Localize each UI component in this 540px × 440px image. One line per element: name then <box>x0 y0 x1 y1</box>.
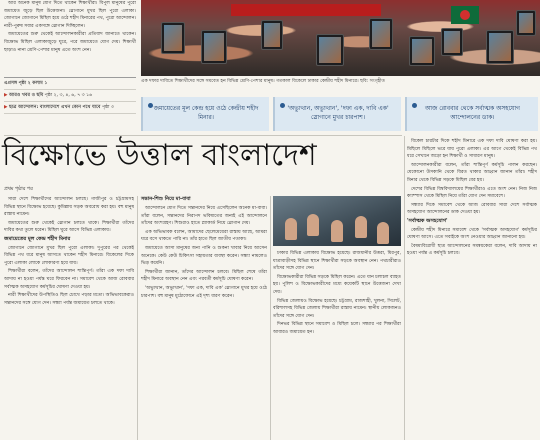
highlight-text: জমায়েতের মূল কেন্দ্র হয়ে ওঠে কেন্দ্রীয় শহীদ মিনার। <box>153 105 259 121</box>
paragraph: আন্দোলনকারীরা বলেন, তাঁরা শান্তিপূর্ণ কর্মসূচি পালন করছেন। যেকোনো উসকানি থেকে বিরত থাকার আহ্বান জানান তাঁরা। শহীদ মিনার থেকে বিভিন্ন সড়কে মিছিল বের হয়। <box>407 162 537 183</box>
person-figure <box>331 220 343 242</box>
paragraph: সারা দেশে শিক্ষার্থীদের আন্দোলন চলছে। গাজীপুর ও চট্টগ্রামসহ বিভিন্ন স্থানে বিক্ষোভ হয়েছে। কুমিল্লায় সড়ক অবরোধ করা হয়। বহু মানুষ রাস্তায় নামেন। <box>4 197 134 218</box>
article-column-4 <box>407 138 537 440</box>
index-title: আরও খবর ও ছবি <box>9 93 44 98</box>
paragraph: জমায়েতের শুরু থেকেই স্লোগান চলতে থাকে। শিক্ষার্থীরা তাঁদের দাবির কথা তুলে ধরেন। মিছিল ঘুরে আসে বিভিন্ন এলাকায়। <box>4 220 134 234</box>
inline-photo <box>273 196 401 246</box>
article-column-1 <box>4 196 134 440</box>
paragraph: সন্ধ্যার দিকে সমাবেশ থেকে আজ রোববার সারা দেশে সর্বাত্মক অসহযোগ আন্দোলনের ডাক দেওয়া হয়। <box>407 202 537 216</box>
highlight-box <box>141 97 269 131</box>
related-index <box>4 77 136 114</box>
paragraph: শিক্ষার্থীরা জানান, তাঁদের আন্দোলন চলবে। মিছিল শেষে তাঁরা শহীদ মিনারে অবস্থান নেন এবং পরবর্তী কর্মসূচি ঘোষণা করেন। <box>141 269 267 283</box>
index-title: এপ্রসঙ্গ পৃষ্ঠা ২ কলাম ১ <box>4 81 48 86</box>
index-title: ছাত্র আন্দোলন: বাংলাদেশে এখন কোন পথে যাবে <box>9 105 101 110</box>
person-figure <box>377 222 389 244</box>
phone-icon <box>486 30 514 64</box>
divider <box>270 196 271 440</box>
index-row[interactable] <box>4 102 136 114</box>
top-left-column <box>4 0 136 74</box>
paragraph: আর অনেক মানুষ যোগ দিতে থাকেন শিক্ষার্থীরা। বিপুল মানুষের পুরো জমায়েত জুড়ে ছিল উত্তেজনা। স্লোগানে মুখর ছিল পুরো এলাকা। জোগানে জোগানে মিছিল হয়ে ওঠে শহীদ মিনারের পথ, পুরো আন্দোলন। নারী-পুরুষ সবার একসঙ্গে স্লোগান দিচ্ছিলেন। <box>4 1 136 29</box>
bullet-icon: ▶ <box>4 93 9 98</box>
paragraph: বিক্ষোভকারীরা বিভিন্ন সড়কে মিছিল করেন। এতে যান চলাচল ব্যাহত হয়। পুলিশ ও বিক্ষোভকারীদের মধ্যে কয়েকটি স্থানে উত্তেজনা দেখা দেয়। <box>273 274 401 295</box>
highlight-box <box>273 97 401 131</box>
phone-icon <box>441 28 463 56</box>
divider <box>4 135 402 136</box>
paragraph: দেশের বিভিন্ন বিশ্ববিদ্যালয়ের শিক্ষার্থীরাও এতে অংশ নেন। নিজ নিজ ক্যাম্পাস থেকে মিছিল নিয়ে তাঁরা যোগ দেন সমাবেশে। <box>407 186 537 200</box>
divider <box>137 196 138 440</box>
paragraph: জোগানে জোগানে মুখর ছিল পুরো এলাকা। দুপুরের পর থেকেই বিভিন্ন পথ ধরে মানুষ আসতে থাকেন শহীদ মিনারে। বিকেলের দিকে পুরো এলাকা লোকে লোকারণ্য হয়ে যায়। <box>4 245 134 266</box>
subhead: জমায়েতের মূল কেন্দ্র শহীদ মিনার <box>4 235 71 242</box>
phone-icon <box>516 10 536 36</box>
paragraph: 'অভ্যুত্থান, অভ্যুত্থান', 'দফা এক, দাবি এক' স্লোগানে মুখর হয়ে ওঠে চারপাশ। বহু মানুষ মুঠোফোনে এই দৃশ্য ধারণ করেন। <box>141 285 267 299</box>
bullet-icon: ▶ <box>4 105 9 110</box>
photo-banner <box>231 4 381 16</box>
paragraph: ঢাকার বিভিন্ন এলাকায় বিক্ষোভ হয়েছে। রাজধানীর উত্তরা, মিরপুর, যাত্রাবাড়ীসহ বিভিন্ন স্থানে শিক্ষার্থীরা সড়কে অবস্থান নেন। পথচারীরাও তাঁদের সঙ্গে যোগ দেন। <box>273 251 401 272</box>
paragraph: নারী শিক্ষার্থীদের উপস্থিতিও ছিল চোখে পড়ার মতো। অভিভাবকেরাও সন্তানদের সঙ্গে যোগ দেন। সন্ধ্যা পর্যন্ত জমায়েত চলতে থাকে। <box>4 293 134 306</box>
paragraph: জমায়েতে আসা মানুষের জন্য পানি ও শুকনা খাবার নিয়ে আসেন অনেকে। কেউ কেউ চিকিৎসা সহায়তার ব্যবস্থা করেন। সন্ধ্যা নামলেও ভিড় কমেনি। <box>141 245 267 267</box>
highlight-text: আজ রোববার থেকে সর্বাত্মক অসহযোগ আন্দোলনের ডাক। <box>425 105 520 121</box>
phone-icon <box>409 36 435 66</box>
phone-icon <box>316 34 344 66</box>
person-figure <box>307 214 319 236</box>
paragraph: বিভিন্ন জেলায়ও বিক্ষোভ হয়েছে। চট্টগ্রাম, রাজশাহী, খুলনা, সিলেট, বরিশালসহ বিভিন্ন জেলায় শিক্ষার্থীরা রাস্তায় নামেন। স্থানীয় লোকজনও তাঁদের সঙ্গে যোগ দেন। <box>273 298 401 319</box>
highlight-text: 'অভ্যুত্থান, অভ্যুত্থান', 'দফা এক, দাবি এক' স্লোগানে মুখর চারপাশ। <box>287 105 389 121</box>
paragraph: দিনভর বিভিন্ন স্থানে সমাবেশ ও মিছিল চলে। সন্ধ্যার পর শিক্ষার্থীরা আবারও জমায়েত হন। <box>273 322 401 335</box>
index-row <box>4 78 136 90</box>
flag-icon <box>451 6 479 24</box>
column-2-subhead: সন্তান-শিশু নিয়ে মা-বাবা <box>141 196 191 202</box>
paragraph: কেন্দ্রীয় শহীদ মিনারে সমাবেশ থেকে 'সর্বাত্মক অসহযোগ' কর্মসূচির ঘোষণা আসে। এতে সবাইকে অংশ নেওয়ার আহ্বান জানানো হয়। <box>407 227 537 241</box>
index-pages: পৃষ্ঠা ৩ <box>101 105 114 110</box>
phone-icon <box>201 30 227 64</box>
index-pages: পৃষ্ঠা ২, ৩, ৪, ৬, ৭ ৩ ১৬ <box>44 93 93 98</box>
phone-icon <box>369 18 393 50</box>
article-column-2 <box>141 205 267 440</box>
paragraph: বিকেল চারটার দিকে শহীদ মিনারে এক দফা দাবি ঘোষণা করা হয়। মিছিলে মিছিলে ভরে যায় পুরো এলাকা। এর আগে থেকেই বিভিন্ন পথ ধরে সেখানে জড়ো হন শিক্ষার্থী ও সাধারণ মানুষ। <box>407 139 537 160</box>
paragraph: বৈষম্যবিরোধী ছাত্র আন্দোলনের সমন্বয়কেরা বলেন, দাবি আদায় না হওয়া পর্যন্ত এ কর্মসূচি চলবে। <box>407 243 537 257</box>
person-figure <box>285 218 297 240</box>
paragraph: আন্দোলনে যোগ দিতে সন্তানদের নিয়ে এসেছিলেন অনেক মা-বাবা। তাঁরা বলেন, সন্তানদের নিরাপদ ভবিষ্যতের জন্যই এই আন্দোলনে তাঁদের অংশগ্রহণ। শিশুরাও হাতে প্ল্যাকার্ড নিয়ে স্লোগান দেয়। <box>141 206 267 227</box>
phone-icon <box>261 20 283 50</box>
index-row[interactable] <box>4 90 136 102</box>
article-column-3 <box>273 250 401 440</box>
photo-caption: এক দফার দাবিতে শিক্ষার্থীদের সঙ্গে সমবেত হন বিভিন্ন শ্রেণি-পেশার মানুষ। গতকাল বিকেলে ঢাকার কেন্দ্রীয় শহীদ মিনারে। ছবি: সংগৃহীত <box>141 79 385 84</box>
byline: প্রথম পৃষ্ঠার পর <box>4 187 33 192</box>
lead-photo <box>141 0 540 76</box>
person-figure <box>355 216 367 238</box>
dot-icon <box>280 103 285 108</box>
paragraph: এক অভিভাবক বলেন, আমাদের ছেলেমেয়েরা রাস্তায় আছে, আমরা ঘরে বসে থাকতে পারি না। তাঁর হাতে ছিল জাতীয় পতাকা। <box>141 229 267 243</box>
subhead: 'সর্বাত্মক অসহযোগ' <box>407 217 448 224</box>
paragraph: জমায়েতের শুরু থেকেই আন্দোলনকারীরা প্রতিবাদ জানাতে থাকেন। বিক্ষোভ মিছিল এলাকাজুড়ে ঘুরে, পরে জমায়েতে যোগ দেয়। শিক্ষার্থী ছাড়াও নানা শ্রেণি-পেশার মানুষ এতে অংশ নেন। <box>4 32 136 53</box>
headline: বিক্ষোভে উত্তাল বাংলাদেশ <box>2 138 317 173</box>
highlight-box <box>405 97 538 131</box>
dot-icon <box>148 103 153 108</box>
divider <box>404 136 405 440</box>
phone-icon <box>161 22 185 54</box>
paragraph: শিক্ষার্থীরা বলেন, তাঁদের আন্দোলন শান্তিপূর্ণ। তাঁরা এক দফা দাবি আদায় না হওয়া পর্যন্ত ঘরে ফিরবেন না। সমাবেশ থেকে আজ রোববার সর্বাত্মক অসহযোগ কর্মসূচির ঘোষণা দেওয়া হয়। <box>4 269 134 290</box>
dot-icon <box>412 103 417 108</box>
